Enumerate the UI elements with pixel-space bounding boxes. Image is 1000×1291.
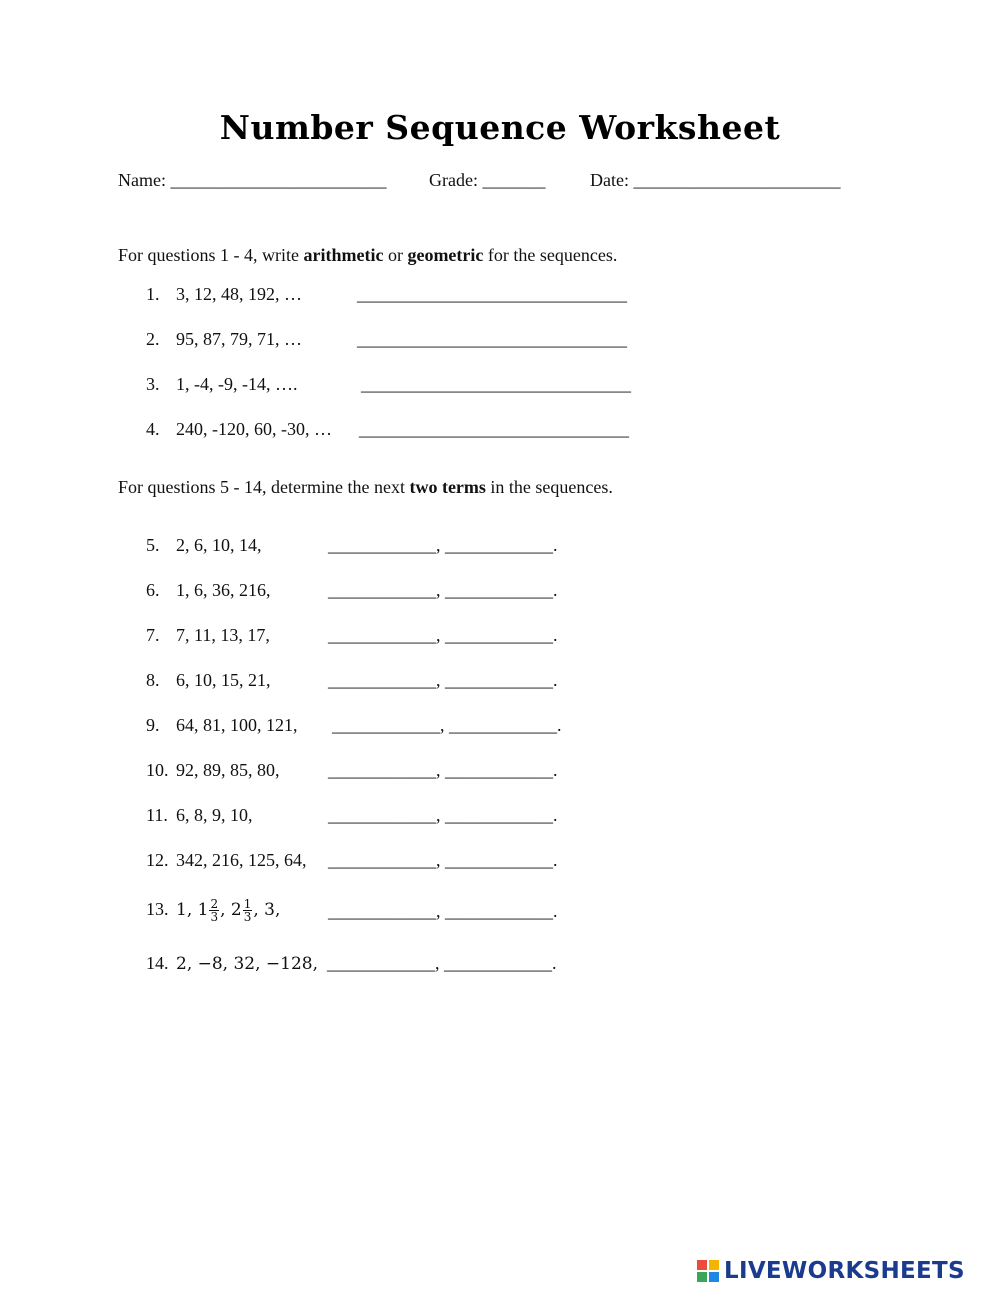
question-number: 10. [146, 760, 169, 780]
answer-blank-2[interactable]: ______________________________ [357, 329, 627, 349]
question-7 [146, 625, 270, 646]
answer-blank-1[interactable]: ______________________________ [357, 284, 627, 304]
date-blank[interactable]: _______________________ [633, 170, 841, 190]
question-number: 2. [146, 329, 160, 349]
answer-blanks-8[interactable]: ____________, ____________. [328, 670, 558, 690]
answer-blanks-7[interactable]: ____________, ____________. [328, 625, 558, 645]
seq-part: 1, 1 [176, 900, 209, 920]
instr-bold-geometric: geometric [407, 245, 484, 265]
name-blank[interactable]: ________________________ [170, 170, 387, 190]
question-sequence [176, 897, 281, 924]
fraction-two-thirds [209, 898, 219, 923]
section2-instructions [118, 477, 613, 498]
question-sequence: 342, 216, 125, 64, [176, 850, 307, 870]
question-6 [146, 580, 271, 601]
question-sequence: 7, 11, 13, 17, [176, 625, 270, 645]
question-number: 12. [146, 850, 169, 870]
logo-text: LIVEWORKSHEETS [724, 1258, 965, 1284]
question-number: 14. [146, 953, 169, 973]
question-number: 13. [146, 899, 169, 919]
question-number: 1. [146, 284, 160, 304]
fraction-denominator: 3 [243, 910, 252, 924]
question-sequence: 92, 89, 85, 80, [176, 760, 280, 780]
logo-block [709, 1272, 719, 1282]
question-number: 7. [146, 625, 160, 645]
logo-block [697, 1272, 707, 1282]
liveworksheets-logo[interactable] [697, 1256, 965, 1286]
question-number: 6. [146, 580, 160, 600]
seq-part: , 2 [220, 900, 242, 920]
instr-text: For questions 1 - 4, write [118, 245, 304, 265]
page-title: Number Sequence Worksheet [219, 108, 781, 147]
fraction-denominator: 3 [210, 910, 219, 924]
name-label: Name: [118, 170, 166, 190]
question-sequence: 64, 81, 100, 121, [176, 715, 298, 735]
question-11 [146, 805, 253, 826]
question-number: 8. [146, 670, 160, 690]
answer-blanks-13[interactable]: ____________, ____________. [328, 901, 558, 921]
logo-block [709, 1260, 719, 1270]
question-sequence: 6, 8, 9, 10, [176, 805, 253, 825]
question-8 [146, 670, 271, 691]
seq-part: , 3, [253, 900, 281, 920]
logo-blocks-icon [697, 1260, 719, 1282]
grade-field[interactable] [429, 170, 545, 191]
instr-text: or [383, 245, 408, 265]
section1-instructions [118, 245, 617, 266]
name-field[interactable] [118, 170, 386, 191]
fraction-one-third [243, 898, 253, 923]
question-sequence: 1, 6, 36, 216, [176, 580, 271, 600]
question-2 [146, 329, 302, 350]
question-number: 11. [146, 805, 168, 825]
answer-blanks-5[interactable]: ____________, ____________. [328, 535, 558, 555]
answer-blanks-9[interactable]: ____________, ____________. [332, 715, 562, 735]
logo-block [697, 1260, 707, 1270]
question-sequence: 2, −8, 32, −128, [176, 954, 319, 974]
grade-blank[interactable]: _______ [482, 170, 546, 190]
answer-blanks-11[interactable]: ____________, ____________. [328, 805, 558, 825]
question-number: 5. [146, 535, 160, 555]
question-9 [146, 715, 298, 736]
question-14 [146, 953, 318, 974]
instr-bold-two-terms: two terms [409, 477, 486, 497]
instr-text: in the sequences. [485, 477, 613, 497]
answer-blanks-14[interactable]: ____________, ____________. [327, 953, 557, 973]
instr-text: for the sequences. [483, 245, 618, 265]
fraction-numerator: 2 [210, 897, 219, 911]
fraction-numerator: 1 [243, 897, 252, 911]
date-label: Date: [590, 170, 629, 190]
question-sequence: 6, 10, 15, 21, [176, 670, 271, 690]
answer-blanks-6[interactable]: ____________, ____________. [328, 580, 558, 600]
instr-text: For questions 5 - 14, determine the next [118, 477, 410, 497]
question-3 [146, 374, 297, 395]
question-sequence: 3, 12, 48, 192, … [176, 284, 302, 304]
question-1 [146, 284, 302, 305]
question-sequence: 240, -120, 60, -30, … [176, 419, 332, 439]
question-number: 3. [146, 374, 160, 394]
question-number: 4. [146, 419, 160, 439]
question-sequence: 1, -4, -9, -14, …. [176, 374, 298, 394]
answer-blank-4[interactable]: ______________________________ [359, 419, 629, 439]
question-4 [146, 419, 332, 440]
question-5 [146, 535, 262, 556]
question-10 [146, 760, 280, 781]
answer-blank-3[interactable]: ______________________________ [361, 374, 631, 394]
grade-label: Grade: [429, 170, 478, 190]
question-sequence: 2, 6, 10, 14, [176, 535, 262, 555]
date-field[interactable] [590, 170, 840, 191]
question-13 [146, 892, 280, 927]
question-number: 9. [146, 715, 160, 735]
instr-bold-arithmetic: arithmetic [303, 245, 384, 265]
question-12 [146, 850, 307, 871]
answer-blanks-10[interactable]: ____________, ____________. [328, 760, 558, 780]
answer-blanks-12[interactable]: ____________, ____________. [328, 850, 558, 870]
question-sequence: 95, 87, 79, 71, … [176, 329, 302, 349]
